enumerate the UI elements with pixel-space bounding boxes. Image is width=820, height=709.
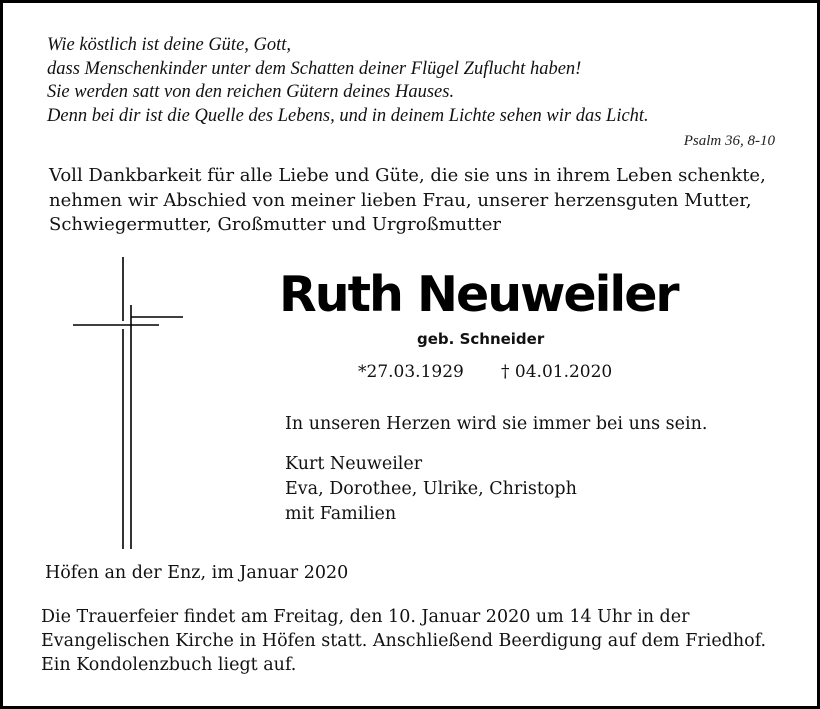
maiden-name: geb. Schneider bbox=[417, 330, 545, 348]
death-date: † 04.01.2020 bbox=[501, 362, 613, 382]
deceased-name: Ruth Neuweiler bbox=[279, 266, 678, 323]
cross-icon bbox=[71, 255, 187, 551]
funeral-line: Die Trauerfeier findet am Freitag, den 10. Januar 2020 um 14 Uhr in der bbox=[41, 607, 690, 627]
mourners-list bbox=[285, 452, 577, 527]
verse-line: Wie köstlich ist deine Güte, Gott, bbox=[47, 35, 292, 55]
funeral-line: Evangelischen Kirche in Höfen statt. Anschließend Beerdigung auf dem Friedhof. bbox=[41, 631, 767, 651]
verse-reference: Psalm 36, 8-10 bbox=[683, 133, 775, 149]
birth-date: *27.03.1929 bbox=[358, 362, 464, 382]
intro-line: nehmen wir Abschied von meiner lieben Frau, unserer herzensguten Mutter, bbox=[49, 189, 752, 211]
intro-line: Schwiegermutter, Großmutter und Urgroßmutter bbox=[49, 214, 501, 235]
place-and-date: Höfen an der Enz, im Januar 2020 bbox=[45, 563, 349, 583]
remembrance-line: In unseren Herzen wird sie immer bei uns sein. bbox=[285, 414, 708, 434]
funeral-line: Ein Kondolenzbuch liegt auf. bbox=[41, 655, 297, 675]
funeral-info bbox=[41, 605, 801, 677]
intro-line: Voll Dankbarkeit für alle Liebe und Güte, die sie uns in ihrem Leben schenkte, bbox=[49, 165, 766, 186]
verse-line: Sie werden satt von den reichen Gütern deines Hauses. bbox=[47, 82, 455, 102]
mourner: Kurt Neuweiler bbox=[285, 454, 423, 474]
mourner: mit Familien bbox=[285, 504, 397, 524]
intro-text bbox=[49, 164, 789, 238]
verse-line: Denn bei dir ist die Quelle des Lebens, und in deinem Lichte sehen wir das Licht. bbox=[47, 105, 649, 126]
bible-verse bbox=[47, 34, 787, 128]
verse-line: dass Menschenkinder unter dem Schatten deiner Flügel Zuflucht haben! bbox=[47, 58, 582, 79]
mourner: Eva, Dorothee, Ulrike, Christoph bbox=[285, 479, 577, 499]
